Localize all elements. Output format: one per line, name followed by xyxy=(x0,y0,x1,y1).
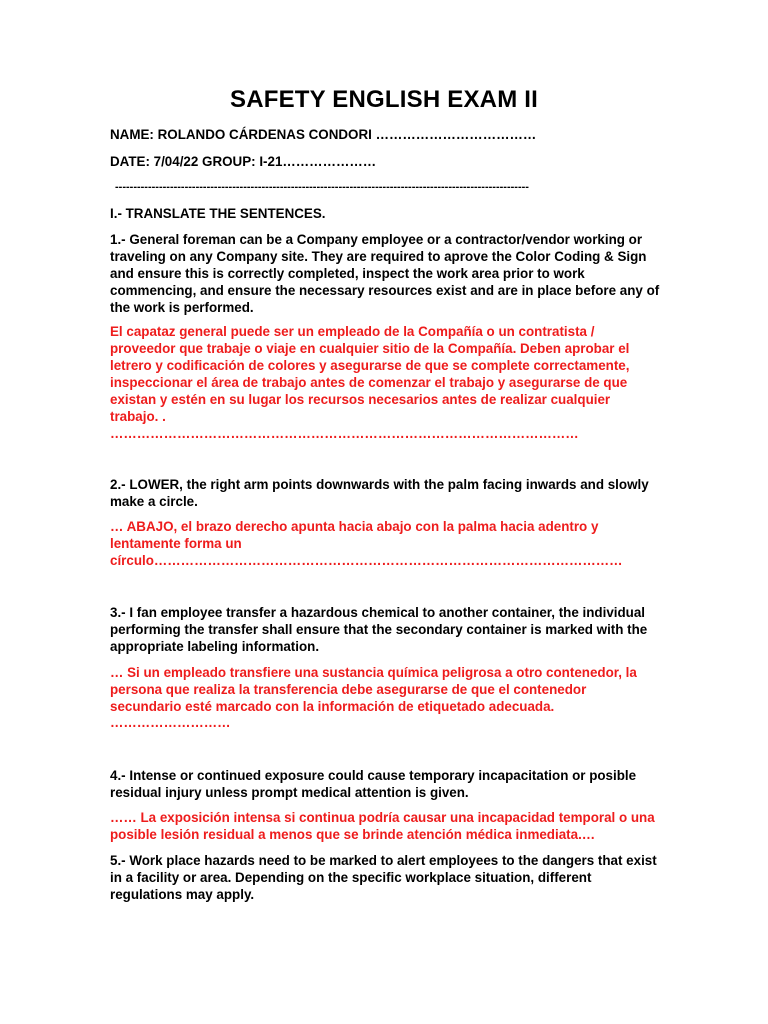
question-4-text: 4.- Intense or continued exposure could cause temporary incapacitation or posible residual injury unless prompt medical attention is given. xyxy=(110,768,637,800)
question-1-answer-dots: …………………………………………………………………………………………… xyxy=(110,426,579,441)
question-3-answer: … Si un empleado transfiere una sustancia química peligrosa a otro contenedor, la persona que realiza la transferencia debe asegurarse de que el contenedor secundario esté marcado con la información de etiquetado adecuada. xyxy=(110,665,637,714)
question-5-text: 5.- Work place hazards need to be marked to alert employees to the dangers that exist in a facility or area. Depending on the specific workplace situation, different regulations may apply. xyxy=(110,853,657,902)
section-heading: I.- TRANSLATE THE SENTENCES. xyxy=(110,206,326,221)
question-4-answer: …… La exposición intensa si continua podría causar una incapacidad temporal o una posible lesión residual a menos que se brinde atención médica inmediata.… xyxy=(110,810,655,842)
date-line: DATE: 7/04/22 GROUP: I-21………………… xyxy=(110,154,377,169)
question-1-text: 1.- General foreman can be a Company employee or a contractor/vendor working or traveling on any Company site. They are required to aprove the Color Coding & Sign and ensure this is correctly completed, inspect the work area prior to work commencing, and ensure the necessary resources exist and are in place before any of the work is performed. xyxy=(110,232,660,315)
question-2-answer: … ABAJO, el brazo derecho apunta hacia abajo con la palma hacia adentro y lentamente forma un xyxy=(110,519,599,551)
page-title: SAFETY ENGLISH EXAM II xyxy=(230,86,538,113)
question-3-answer-dots: ……………………… xyxy=(110,715,231,730)
question-1-answer: El capataz general puede ser un empleado de la Compañía o un contratista / proveedor que trabaje o viaje en cualquier sitio de la Compañía. Deben aprobar el letrero y codificación de colores y asegurarse de que se complete correctamente, inspeccionar el área de trabajo antes de comenzar el trabajo y asegurarse de que existan y estén en su lugar los recursos necesarios antes de realizar cualquier trabajo. . xyxy=(110,324,630,424)
question-2-answer-dots: círculo…………………………………………………………………………………………… xyxy=(110,553,623,568)
question-2-text: 2.- LOWER, the right arm points downwards with the palm facing inwards and slowly make a circle. xyxy=(110,477,649,509)
question-3-text: 3.- I fan employee transfer a hazardous chemical to another container, the individual performing the transfer shall ensure that the secondary container is marked with the appropriate labeling information. xyxy=(110,605,648,654)
name-line: NAME: ROLANDO CÁRDENAS CONDORI ……………………………… xyxy=(110,127,537,142)
separator-line: ----------------------------------------------------------------------------------------------------------------- xyxy=(115,181,529,193)
